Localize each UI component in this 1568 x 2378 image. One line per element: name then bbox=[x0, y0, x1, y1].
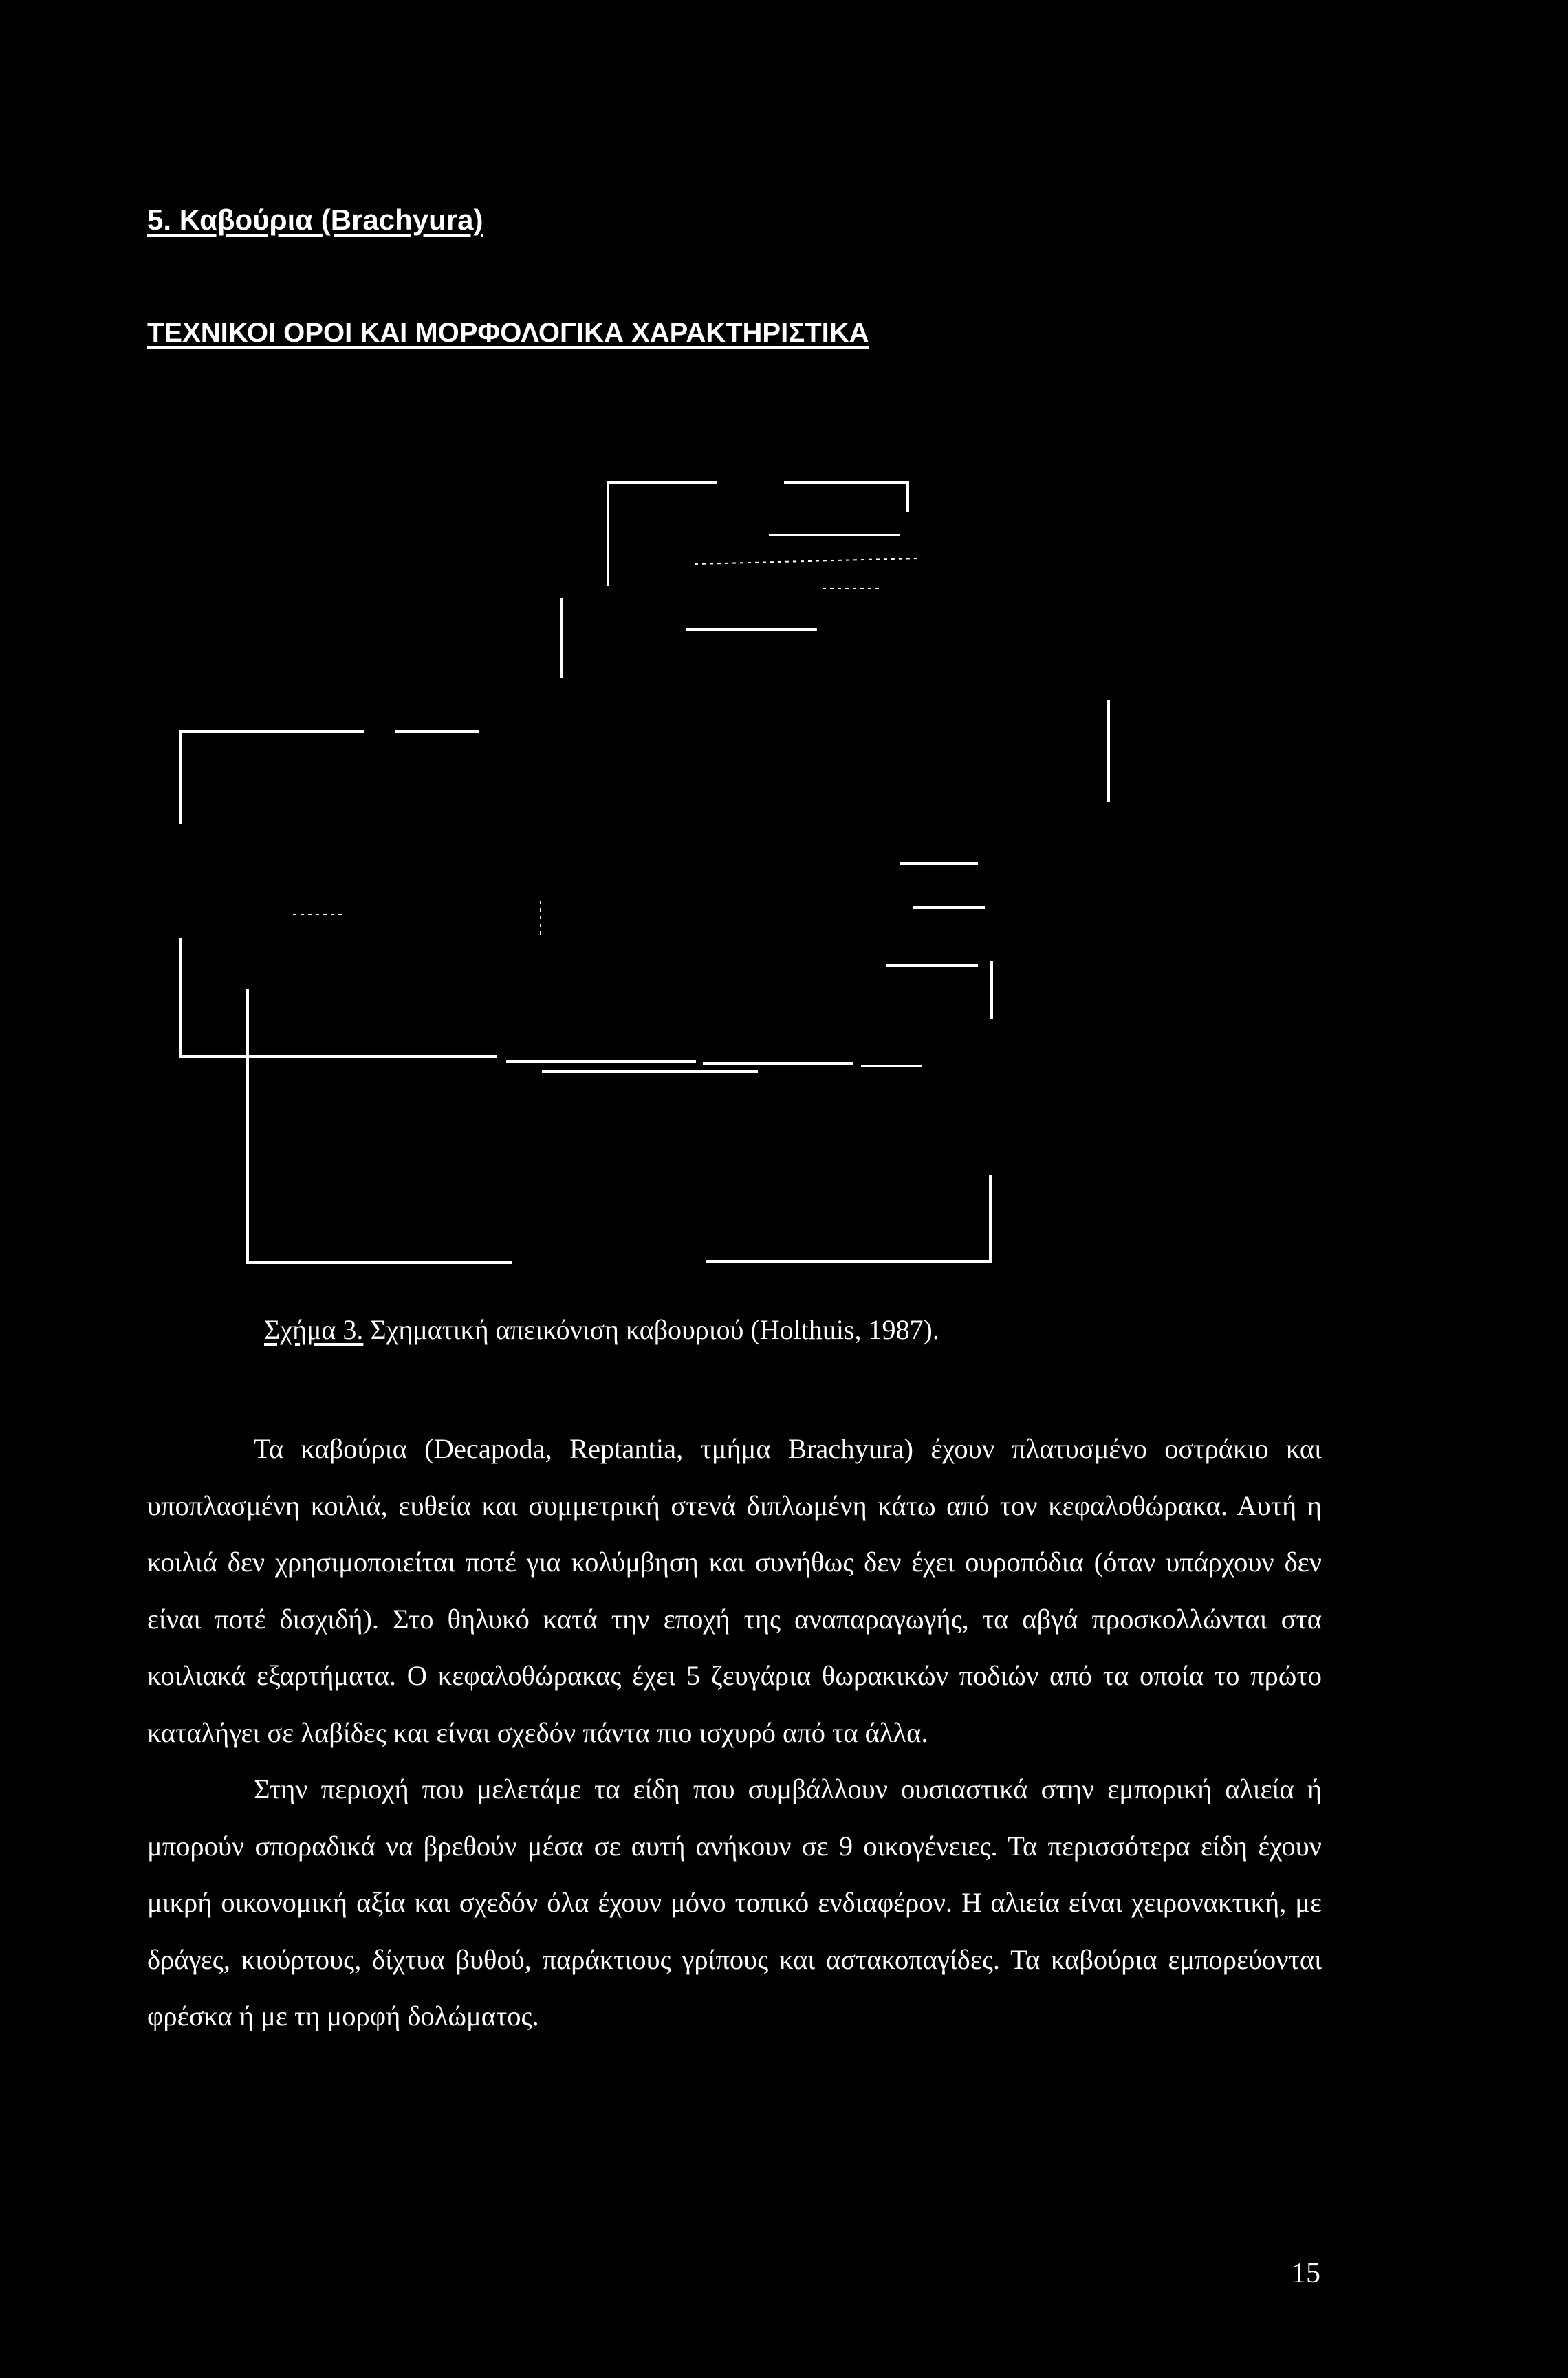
page-number: 15 bbox=[1292, 2258, 1320, 2289]
figure-dotted-line bbox=[695, 558, 919, 564]
section-subtitle: ΤΕΧΝΙΚΟΙ ΟΡΟΙ ΚΑΙ ΜΟΡΦΟΛΟΓΙΚΑ ΧΑΡΑΚΤΗΡΙΣΤΙΚΑ bbox=[147, 318, 869, 348]
body-text bbox=[147, 1421, 1322, 2045]
figure-caption-text: Σχηματική απεικόνιση καβουριού (Holthuis, 1987). bbox=[370, 1314, 939, 1345]
section-title: 5. Καβούρια (Brachyura) bbox=[147, 204, 483, 236]
figure-caption bbox=[264, 1313, 939, 1346]
body-paragraph-2: Στην περιοχή που μελετάμε τα είδη που συμβάλλουν ουσιαστικά στην εμπορική αλιεία ή μπορούν σποραδικά να βρεθούν μέσα σε αυτή ανήκουν σε 9 οικογένειες. Τα περισσότερα είδη έχουν μικρή οικονομική αξία και σχεδόν όλα έχουν μόνο τοπικό ενδιαφέρον. Η αλιεία είναι χειρονακτική, με δράγες, κιούρτους, δίχτυα βυθού, παράκτιους γρίπους και αστακοπαγίδες. Τα καβούρια εμπορεύονται φρέσκα ή με τη μορφή δολώματος. bbox=[147, 1774, 1322, 2031]
body-paragraph-1: Τα καβούρια (Decapoda, Reptantia, τμήμα Brachyura) έχουν πλατυσμένο οστράκιο και υποπλασμένη κοιλιά, ευθεία και συμμετρική στενά διπλωμένη κάτω από τον κεφαλοθώρακα. Αυτή η κοιλιά δεν χρησιμοποιείται ποτέ για κολύμβηση και συνήθως δεν έχει ουροπόδια (όταν υπάρχουν δεν είναι ποτέ δισχιδή). Στο θηλυκό κατά την εποχή της αναπαραγωγής, τα αβγά προσκολλώνται στα κοιλιακά εξαρτήματα. Ο κεφαλοθώρακας έχει 5 ζευγάρια θωρακικών ποδιών από τα οποία το πρώτο καταλήγει σε λαβίδες και είναι σχεδόν πάντα πιο ισχυρό από τα άλλα. bbox=[147, 1433, 1322, 1748]
figure-caption-label: Σχήμα 3. bbox=[264, 1314, 364, 1345]
